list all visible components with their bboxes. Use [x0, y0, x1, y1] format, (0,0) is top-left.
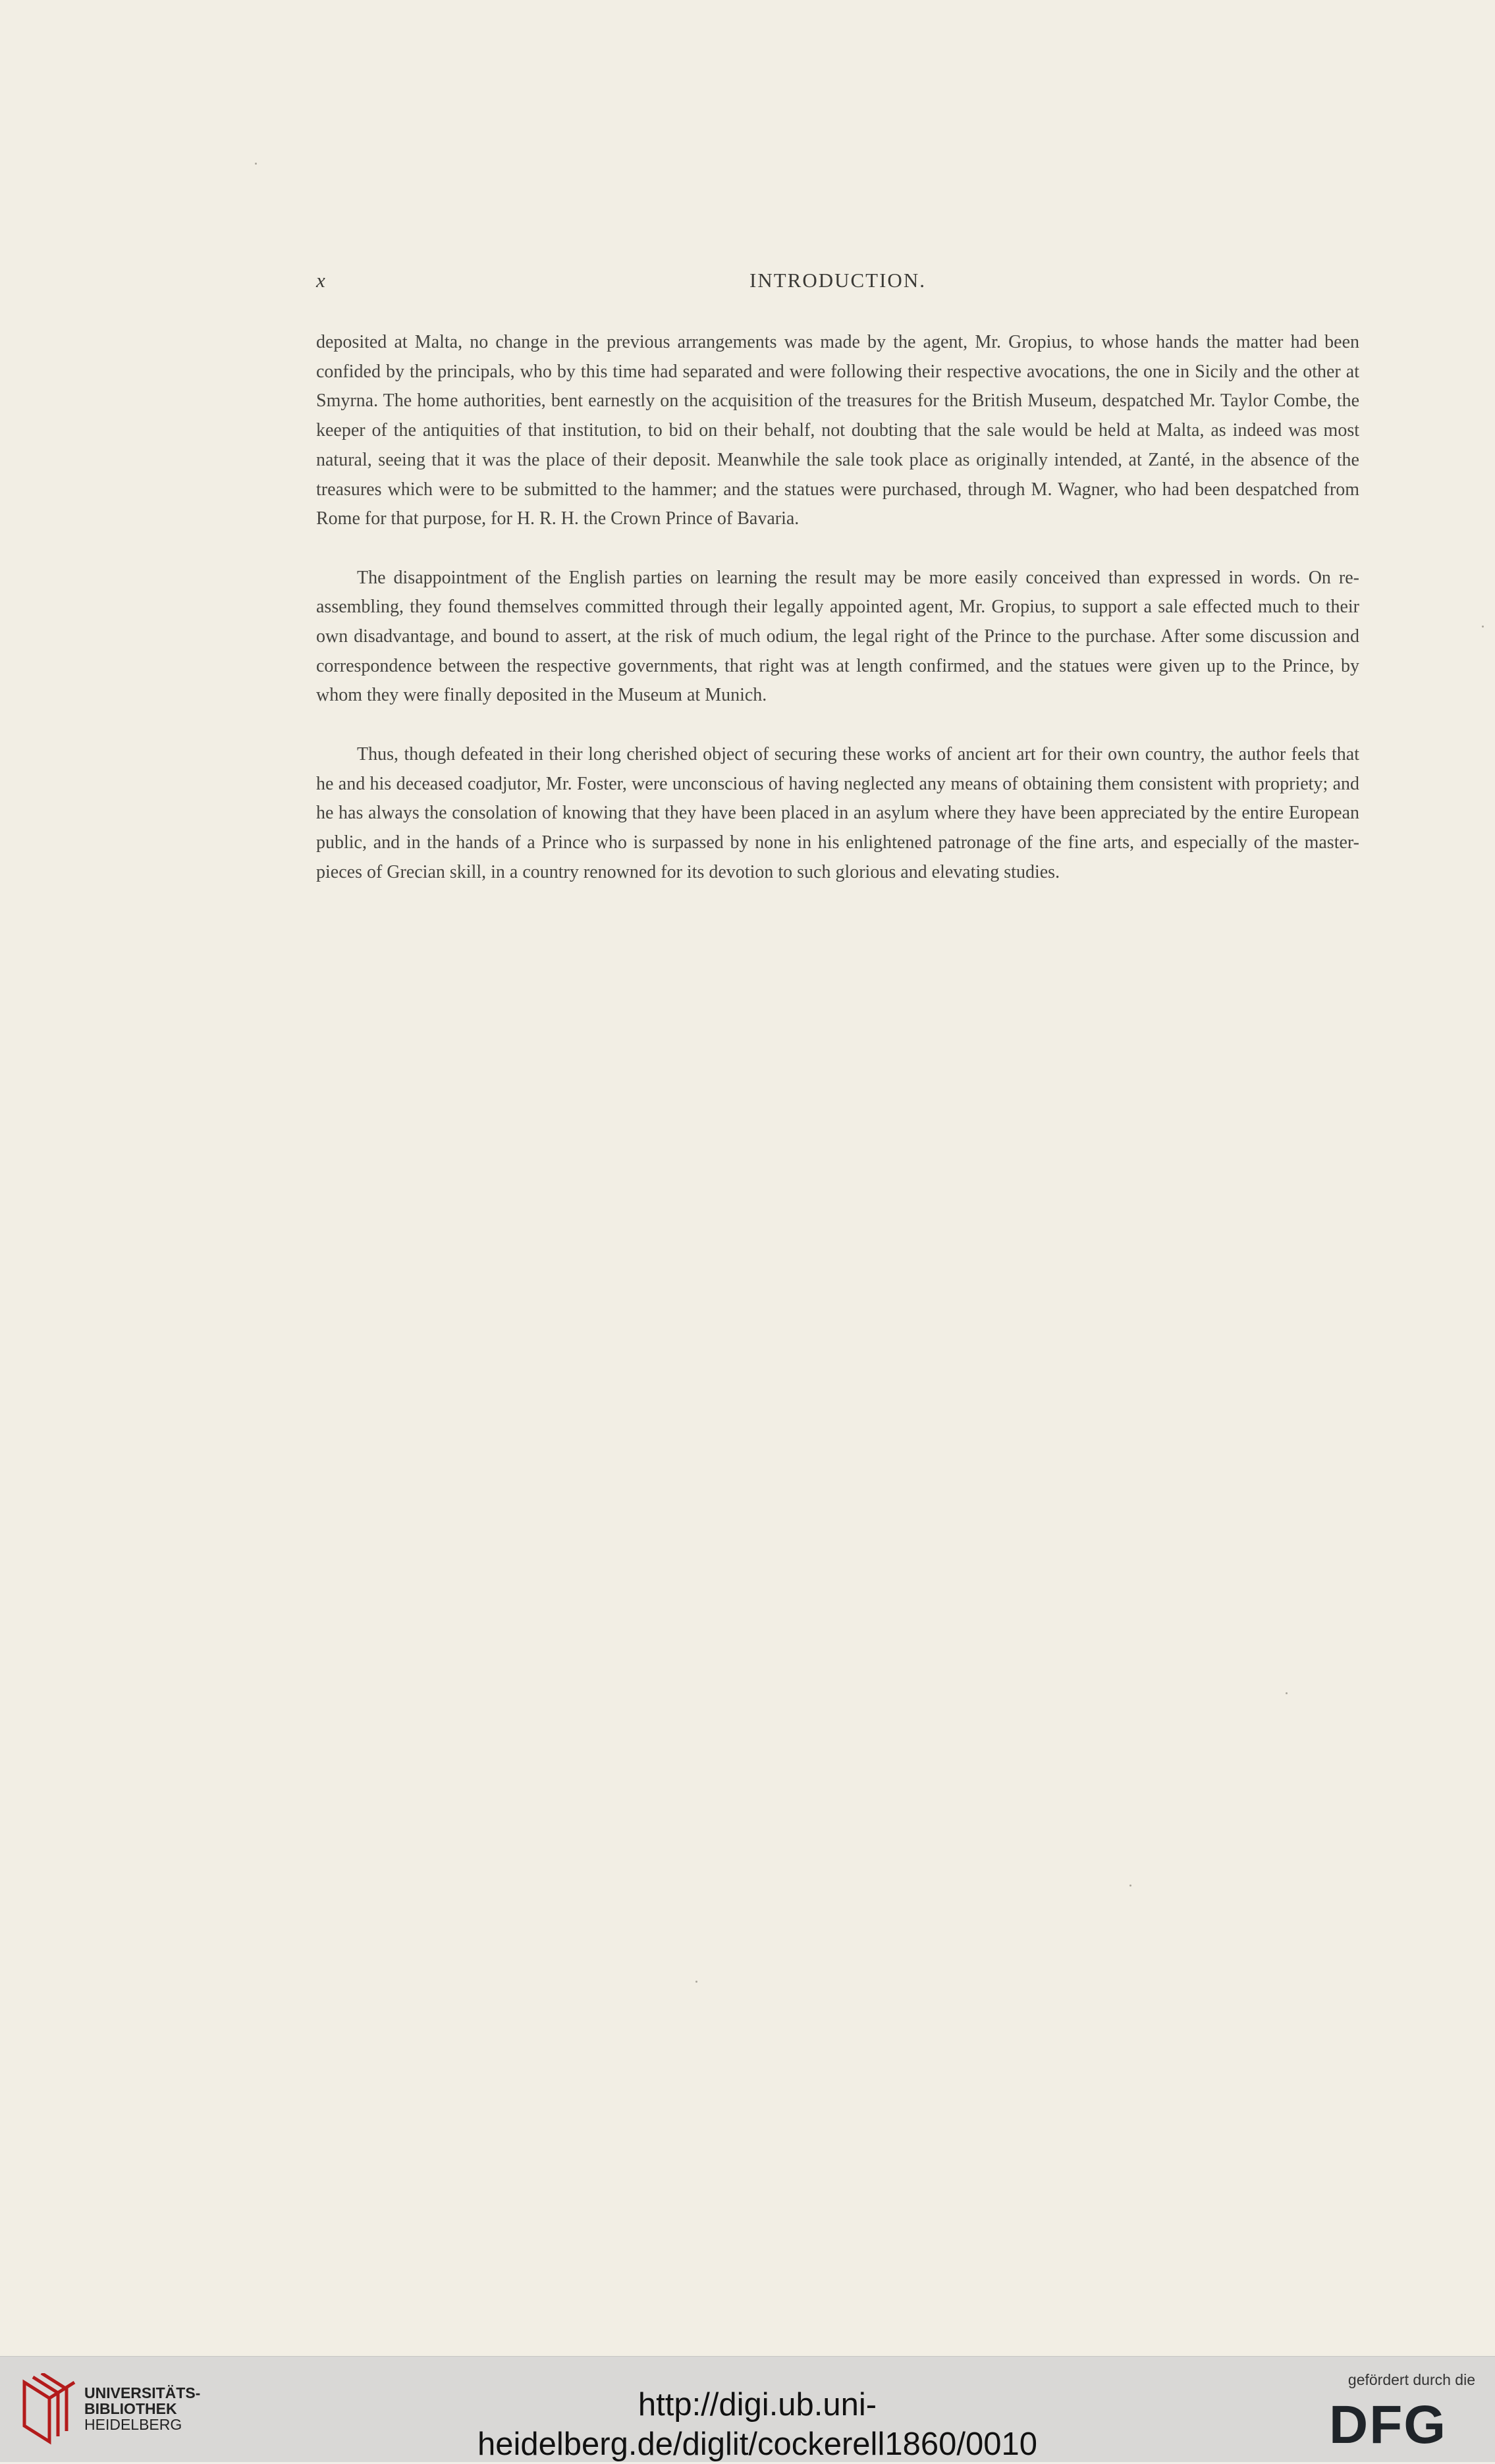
heidelberg-library-logo-icon [16, 2373, 77, 2446]
paper-speck [1129, 1885, 1131, 1887]
paragraph-1: deposited at Malta, no change in the previous arrangements was made by the agent, Mr. Gropius, to whose hands the matter had been confided by the principals, who by this time had separated and were following their respective avocations, the one in Sicily and the other at Smyrna. The home authorities, bent earnestly on the acquisition of the treasures for the British Museum, despatched Mr. Taylor Combe, the keeper of the antiquities of that institution, to bid on their behalf, not doubting that the sale would be held at Malta, as indeed was most natural, seeing that it was the place of their deposit. Meanwhile the sale took place as originally intended, at Zanté, in the absence of the treasures which were to be submitted to the hammer; and the statues were purchased, through M. Wagner, who had been despatched from Rome for that purpose, for H. R. H. the Crown Prince of Bavaria. [316, 332, 1359, 529]
introduction-text [316, 328, 1359, 917]
sponsor-text: gefördert durch die [1347, 2371, 1475, 2388]
library-name-line-2: BIBLIOTHEK [84, 2400, 177, 2417]
dfg-logo-text: DFG [1329, 2396, 1448, 2448]
library-name-line-3: HEIDELBERG [84, 2416, 182, 2433]
dfg-logo-icon [1324, 2396, 1475, 2448]
paragraph-2: The disappointment of the English parties on learning the result may be more easily conceived than expressed in words. On re-assembling, they found themselves committed through their legally appointed agent, Mr. Gropius, to support a sale effected much to their own disadvantage, and bound to assert, at the risk of much odium, the legal right of the Prince to the purchase. After some discussion and correspondence between the respective governments, that right was at length confirmed, and the statues were given up to the Prince, by whom they were finally deposited in the Museum at Munich. [316, 567, 1359, 706]
digital-copy-url: http://digi.ub.uni-heidelberg.de/diglit/cockerell1860/0010 [477, 2387, 1037, 2462]
paper-speck [255, 163, 257, 165]
digitization-footer [0, 2356, 1495, 2462]
page-number: x [316, 269, 326, 292]
paper-speck [695, 1981, 697, 1983]
sponsor-credit [1324, 2371, 1475, 2450]
library-name [84, 2385, 200, 2432]
library-name-line-1: UNIVERSITÄTS- [84, 2384, 201, 2401]
paper-speck [1482, 626, 1484, 628]
running-head [316, 269, 1359, 302]
paper-speck [1286, 1692, 1288, 1694]
paragraph-3: Thus, though defeated in their long cherished object of securing these works of ancient art for their own country, the author feels that he and his deceased coadjutor, Mr. Foster, were unconscious of having neglected any means of obtaining them consistent with propriety; and he has always the consolation of knowing that they have been placed in an asylum where they have been appreciated by the entire European public, and in the hands of a Prince who is surpassed by none in his enlightened patronage of the fine arts, and especially of the master-pieces of Grecian skill, in a country renowned for its devotion to such glorious and elevating studies. [316, 743, 1359, 882]
page-heading: INTRODUCTION. [749, 269, 926, 292]
